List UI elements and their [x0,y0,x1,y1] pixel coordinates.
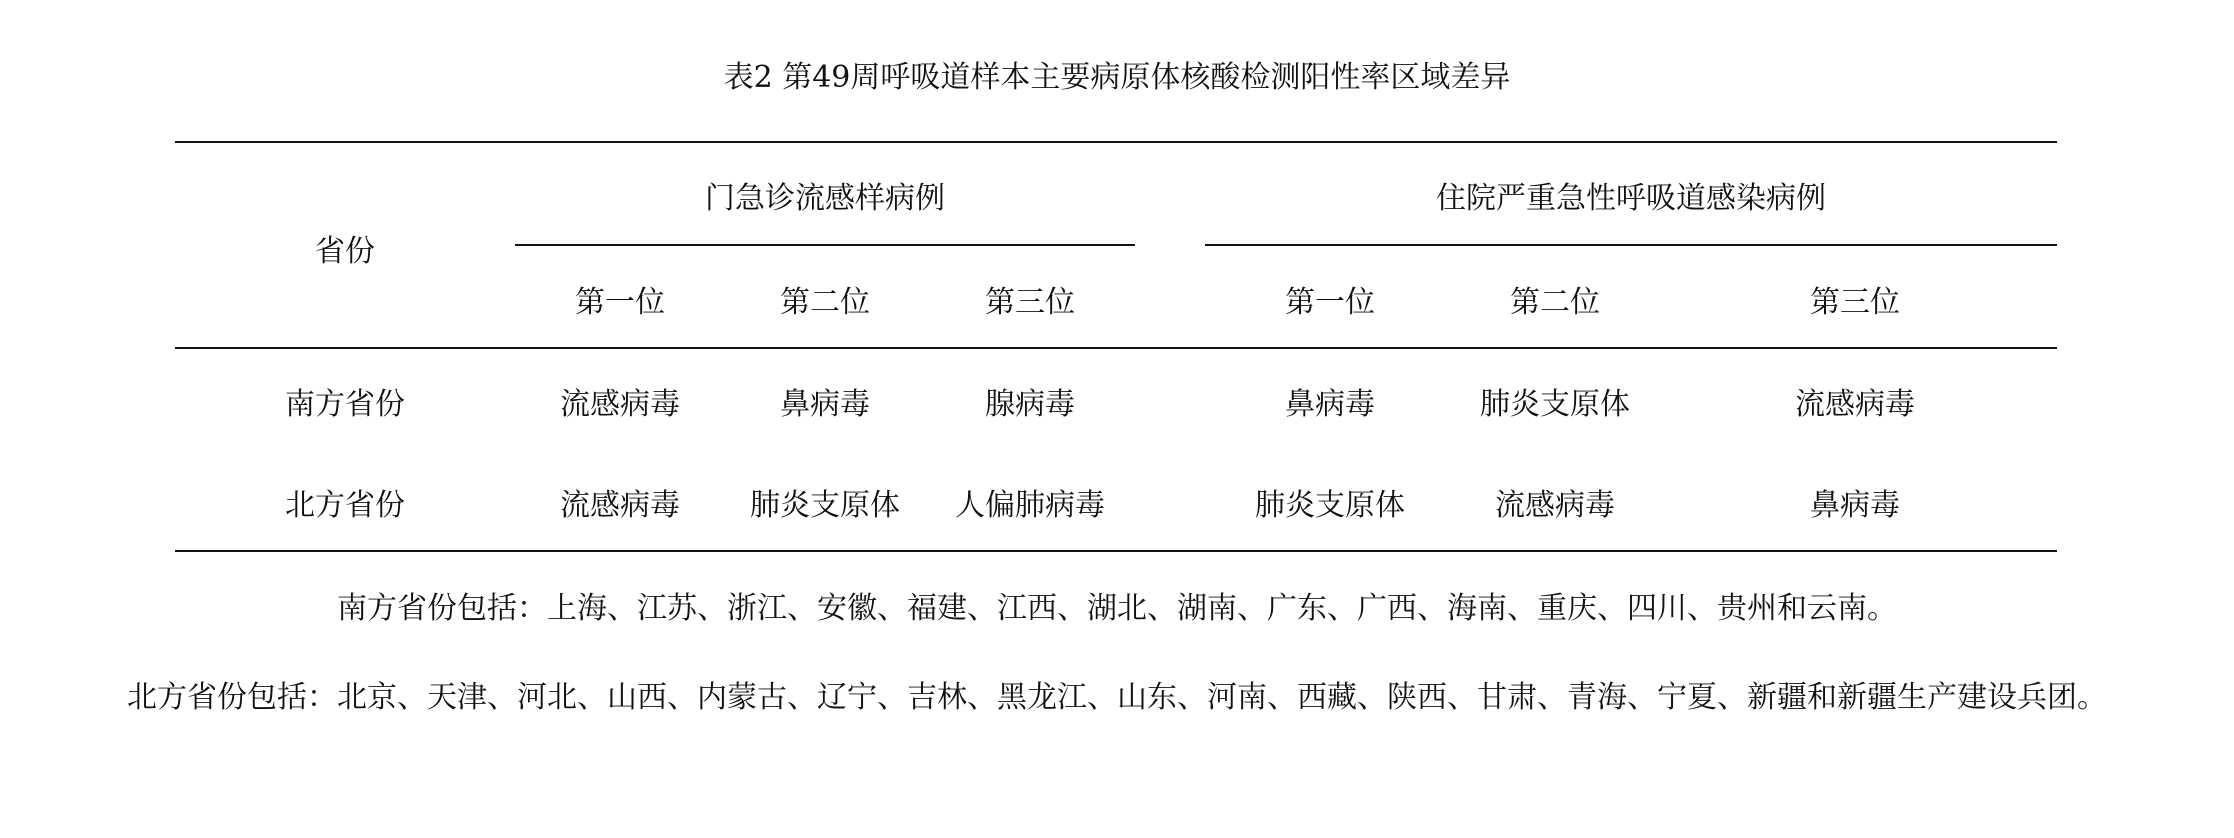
table-cell: 人偏肺病毒 [955,488,1105,523]
table-cell: 流感病毒 [560,488,680,523]
table-cell: 腺病毒 [985,387,1075,422]
table-cell: 流感病毒 [560,387,680,422]
col-header-inpatient-2: 第二位 [1510,285,1600,320]
table-cell: 流感病毒 [1795,387,1915,422]
table-cell: 鼻病毒 [780,387,870,422]
group-header-inpatient: 住院严重急性呼吸道感染病例 [1436,181,1826,216]
table-cell: 鼻病毒 [1810,488,1900,523]
group-rule-inpatient [1205,244,2057,246]
table-cell: 肺炎支原体 [1480,387,1630,422]
table-cell: 肺炎支原体 [750,488,900,523]
note-north-provinces: 北方省份包括：北京、天津、河北、山西、内蒙古、辽宁、吉林、黑龙江、山东、河南、西藏、陕西、甘肃、青海、宁夏、新疆和新疆生产建设兵团。 [127,680,2107,715]
col-header-outpatient-2: 第二位 [780,285,870,320]
note-south-provinces: 南方省份包括：上海、江苏、浙江、安徽、福建、江西、湖北、湖南、广东、广西、海南、重庆、四川、贵州和云南。 [337,591,1897,626]
table-top-rule [175,141,2057,143]
table-header-rule [175,347,2057,349]
col-header-outpatient-1: 第一位 [575,285,665,320]
group-rule-outpatient [515,244,1135,246]
table-cell: 肺炎支原体 [1255,488,1405,523]
row-label-north: 北方省份 [285,488,405,523]
table-cell: 鼻病毒 [1285,387,1375,422]
col-header-inpatient-3: 第三位 [1810,285,1900,320]
table-bottom-rule [175,550,2057,552]
group-header-outpatient: 门急诊流感样病例 [705,181,945,216]
table-cell: 流感病毒 [1495,488,1615,523]
table-caption: 表2 第49周呼吸道样本主要病原体核酸检测阳性率区域差异 [723,60,1511,95]
row-header-province: 省份 [315,234,375,269]
col-header-inpatient-1: 第一位 [1285,285,1375,320]
row-label-south: 南方省份 [285,387,405,422]
col-header-outpatient-3: 第三位 [985,285,1075,320]
